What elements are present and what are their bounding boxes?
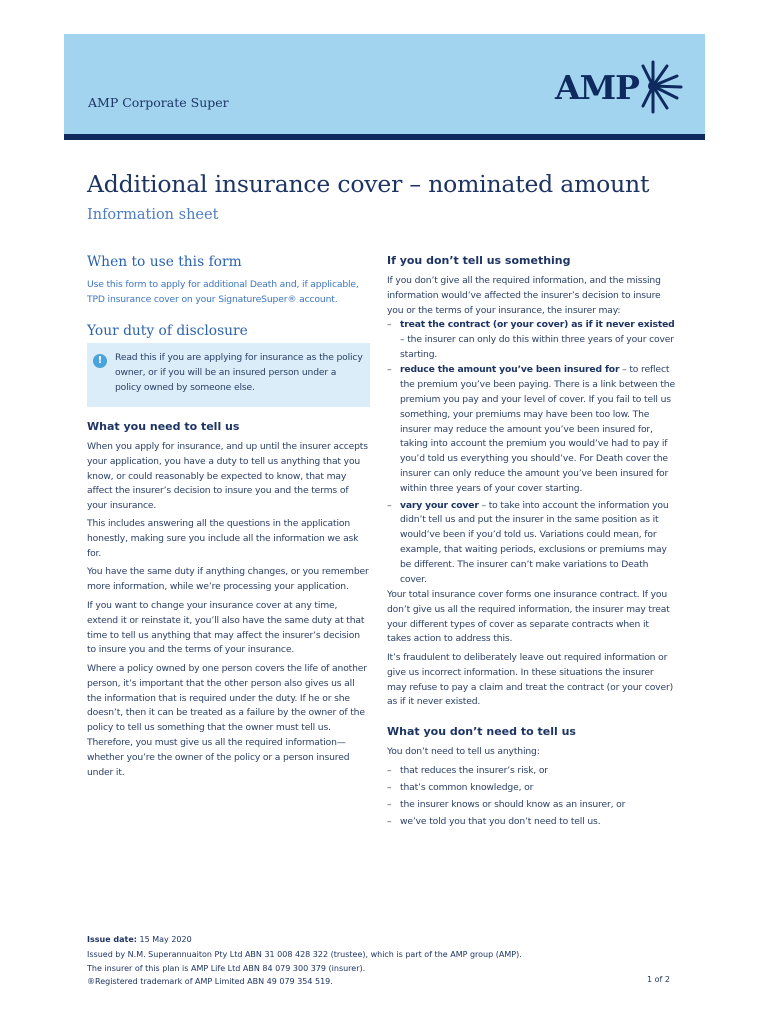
- trademark-line: ®Registered trademark of AMP Limited ABN 49 079 354 519.: [87, 976, 333, 986]
- page-number: 1 of 2: [647, 975, 670, 984]
- header-subtitle: AMP Corporate Super: [88, 95, 229, 110]
- amp-leaf-icon: [637, 56, 685, 116]
- need-p2: This includes answering all the questions in the application honestly, making sure you include all the information we ask for.: [87, 518, 359, 559]
- list-item: – that’s common knowledge, or: [387, 779, 675, 796]
- dont-tell-p3: It’s fraudulent to deliberately leave out required information or give us incorrect information. In these situations the insurer may refuse to pay a claim and treat the contract (or your cover) as if it never existed.: [387, 652, 674, 708]
- header-rule: [64, 134, 705, 140]
- amp-logo: [555, 56, 685, 116]
- insurer-line: The insurer of this plan is AMP Life Ltd ABN 84 079 300 379 (insurer).: [87, 963, 366, 973]
- list-item: – that reduces the insurer’s risk, or: [387, 762, 675, 779]
- when-text: Use this form to apply for additional Death and, if applicable, TPD insurance cover on your SignatureSuper® account.: [87, 279, 359, 305]
- notice-text: Read this if you are applying for insurance as the policy owner, or if you will be an insured person under a policy owned by someone else.: [115, 352, 363, 393]
- list-item: – reduce the amount you’ve been insured for – to reflect the premium you’ve been paying. There is a link between the premium you pay and your level of cover. If you fail to tell us something, your premiums may have been too low. The insurer may reduce the amount you’ve been insured for, taking into account the premium you would’ve had to pay if you’d told us everything you should’ve. For Death cover the insurer can only reduce the amount you’ve been insured for within three years of your cover starting.: [387, 363, 675, 496]
- need-p3: You have the same duty if anything changes, or you remember more information, while we’re processing your application.: [87, 566, 369, 592]
- dont-need-list: [387, 762, 675, 830]
- dont-tell-heading: If you don’t tell us something: [387, 254, 571, 267]
- dont-need-heading: What you don’t need to tell us: [387, 725, 576, 738]
- when-heading: When to use this form: [87, 254, 242, 270]
- need-p4: If you want to change your insurance cover at any time, extend it or reinstate it, you’ll also have the same duty at that time to tell us anything that may affect the insurer’s decision to insure you and the terms of your insurance.: [87, 600, 365, 656]
- list-item: – we’ve told you that you don’t need to tell us.: [387, 813, 675, 830]
- page-title: Additional insurance cover – nominated amount: [87, 170, 650, 198]
- need-p1: When you apply for insurance, and up until the insurer accepts your application, you have a duty to tell us anything that you know, or could reasonably be expected to know, that may affect the insurer’s decision to insure you and the terms of your insurance.: [87, 441, 368, 512]
- dont-tell-p2: Your total insurance cover forms one insurance contract. If you don’t give us all the required information, the insurer may treat your different types of cover as separate contracts when it takes action to address this.: [387, 589, 670, 645]
- footer: [87, 933, 677, 988]
- issue-date: Issue date: 15 May 2020: [87, 935, 192, 944]
- document-type: Information sheet: [87, 207, 219, 223]
- header-banner: [64, 34, 705, 134]
- list-item: – the insurer knows or should know as an insurer, or: [387, 796, 675, 813]
- need-p5: Where a policy owned by one person covers the life of another person, it’s important that the other person also gives us all the information that is required under the duty. If he or she doesn’t, then it can be treated as a failure by the owner of the policy to tell us something that the owner must tell us. Therefore, you must give us all the required information—whether you’re the owner of the policy or a person insured under it.: [87, 663, 367, 778]
- info-icon: !: [93, 354, 107, 368]
- duty-heading: Your duty of disclosure: [87, 323, 248, 339]
- logo-text: AMP: [555, 68, 639, 107]
- dont-need-intro: You don’t need to tell us anything:: [387, 746, 540, 757]
- need-heading: What you need to tell us: [87, 420, 240, 433]
- issuer-line: Issued by N.M. Superannuaiton Pty Ltd ABN 31 008 428 322 (trustee), which is part of the AMP group (AMP).: [87, 950, 522, 960]
- disclosure-notice: [87, 343, 370, 407]
- list-item: – vary your cover – to take into account the information you didn’t tell us and put the insurer in the same position as it would’ve been if you’d told us. Variations could mean, for example, that waiting periods, exclusions or premiums may be different. The insurer can’t make variations to Death cover.: [387, 499, 675, 588]
- list-item: – treat the contract (or your cover) as if it never existed – the insurer can only do this within three years of your cover starting.: [387, 318, 675, 362]
- consequence-list: [387, 318, 675, 587]
- dont-tell-intro: If you don’t give all the required information, and the missing information would’ve affected the insurer’s decision to insure you or the terms of your insurance, the insurer may:: [387, 275, 661, 316]
